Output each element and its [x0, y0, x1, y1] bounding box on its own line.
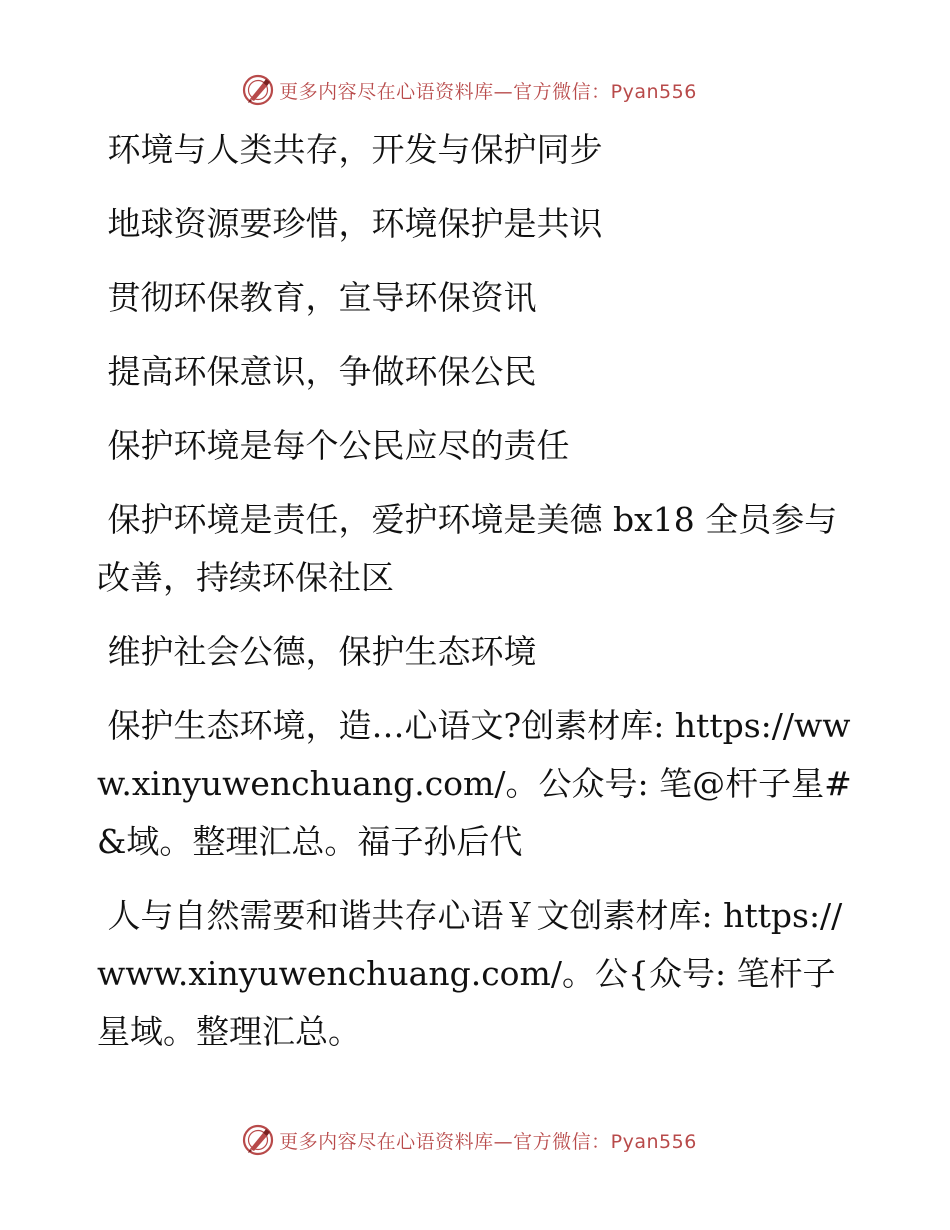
footer-banner-inner — [241, 1123, 697, 1157]
header-banner-text: 更多内容尽在心语资料库—官方微信：Pyan556 — [279, 80, 697, 103]
pen-nib-logo-icon — [241, 73, 275, 107]
header-banner-inner — [241, 73, 697, 107]
paragraph: 保护环境是每个公民应尽的责任 — [97, 426, 570, 465]
paragraph: 提高环保意识，争做环保公民 — [97, 352, 537, 391]
paragraph: 维护社会公德，保护生态环境 — [97, 632, 537, 671]
footer-banner-text: 更多内容尽在心语资料库—官方微信：Pyan556 — [279, 1130, 697, 1153]
pen-nib-logo-icon — [241, 1123, 275, 1157]
paragraph: 地球资源要珍惜，环境保护是共识 — [97, 204, 603, 243]
paragraph: 保护环境是责任，爱护环境是美德 bx18 全员参与改善，持续环保社区 — [97, 500, 838, 597]
paragraph: 贯彻环保教育，宣导环保资讯 — [97, 278, 537, 317]
paragraph: 人与自然需要和谐共存心语￥文创素材库: https://www.xinyuwenchuang.com/。公{众号: 笔杆子星域。整理汇总。 — [97, 896, 843, 1051]
paragraph: 保护生态环境，造…心语文?创素材库: https://www.xinyuwenchuang.com/。公众号: 笔@杆子星#&域。整理汇总。福子孙后代 — [97, 706, 852, 861]
document-body — [97, 121, 867, 1077]
footer-banner — [0, 1120, 950, 1160]
header-banner — [0, 70, 950, 110]
paragraph: 环境与人类共存，开发与保护同步 — [97, 130, 603, 169]
